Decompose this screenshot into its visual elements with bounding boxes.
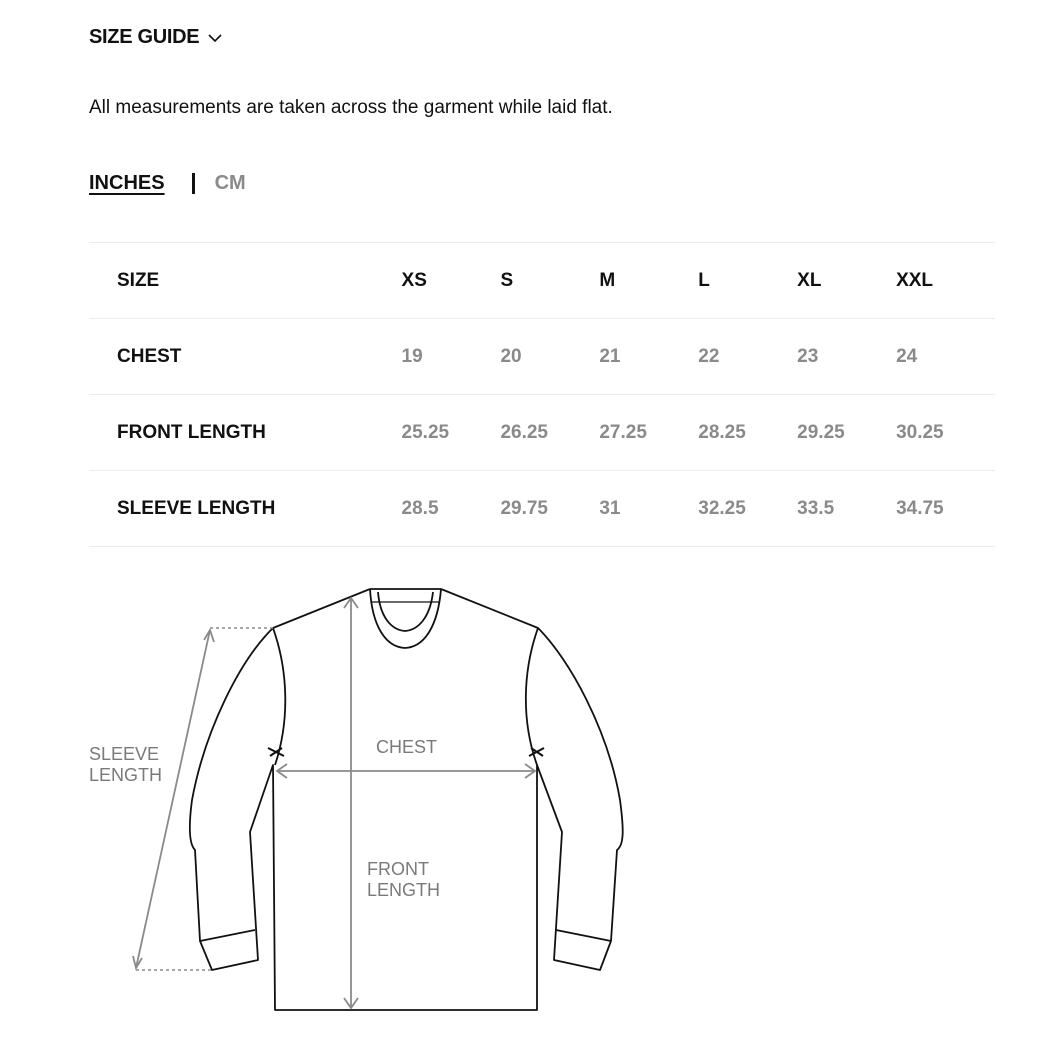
front-length-label-line2: LENGTH <box>367 880 441 900</box>
unit-tab-cm[interactable]: CM <box>214 172 246 194</box>
table-cell: 32.25 <box>698 497 746 519</box>
column-header-xs: XS <box>401 269 427 291</box>
table-cell: 28.25 <box>698 421 746 443</box>
unit-switcher <box>89 172 246 195</box>
longsleeve-outline <box>190 589 623 1010</box>
garment-diagram <box>0 560 700 1048</box>
column-header-l: L <box>698 269 710 291</box>
table-cell: 34.75 <box>896 497 944 519</box>
table-cell: 31 <box>599 497 621 519</box>
table-cell: 28.5 <box>401 497 439 519</box>
row-label: FRONT LENGTH <box>117 421 266 443</box>
table-cell: 25.25 <box>401 421 450 443</box>
sleeve-length-label-line1: SLEEVE <box>89 744 160 764</box>
table-cell: 20 <box>500 345 522 367</box>
size-table <box>89 242 995 547</box>
measurement-lines <box>133 598 535 1008</box>
column-header-s: S <box>500 269 514 291</box>
table-cell: 29.25 <box>797 421 845 443</box>
table-cell: 21 <box>599 345 621 367</box>
sleeve-length-label-line2: LENGTH <box>89 765 163 785</box>
table-cell: 24 <box>896 345 918 367</box>
table-cell: 26.25 <box>500 421 548 443</box>
table-cell: 33.5 <box>797 497 835 519</box>
unit-tab-inches[interactable]: INCHES <box>89 172 165 194</box>
table-row-front-length <box>89 395 995 471</box>
table-cell: 23 <box>797 345 819 367</box>
column-header-xxl: XXL <box>896 269 934 291</box>
unit-divider <box>192 173 195 194</box>
chevron-down-icon <box>207 30 223 46</box>
table-cell: 22 <box>698 345 720 367</box>
front-length-label-line1: FRONT <box>367 859 429 879</box>
table-cell: 19 <box>401 345 423 367</box>
size-guide-title: SIZE GUIDE <box>89 26 200 48</box>
column-header-xl: XL <box>797 269 822 291</box>
table-cell: 30.25 <box>896 421 944 443</box>
row-label: CHEST <box>117 345 182 367</box>
measurement-note: All measurements are taken across the garment while laid flat. <box>89 97 613 118</box>
table-header-row <box>89 243 995 319</box>
table-row-chest <box>89 319 995 395</box>
column-header-size: SIZE <box>117 269 160 291</box>
table-row-sleeve-length <box>89 471 995 547</box>
table-cell: 27.25 <box>599 421 647 443</box>
size-guide-toggle[interactable] <box>89 26 223 49</box>
row-label: SLEEVE LENGTH <box>117 497 276 519</box>
column-header-m: M <box>599 269 616 291</box>
diagram-labels <box>89 737 440 900</box>
chest-label: CHEST <box>376 737 438 757</box>
table-cell: 29.75 <box>500 497 548 519</box>
